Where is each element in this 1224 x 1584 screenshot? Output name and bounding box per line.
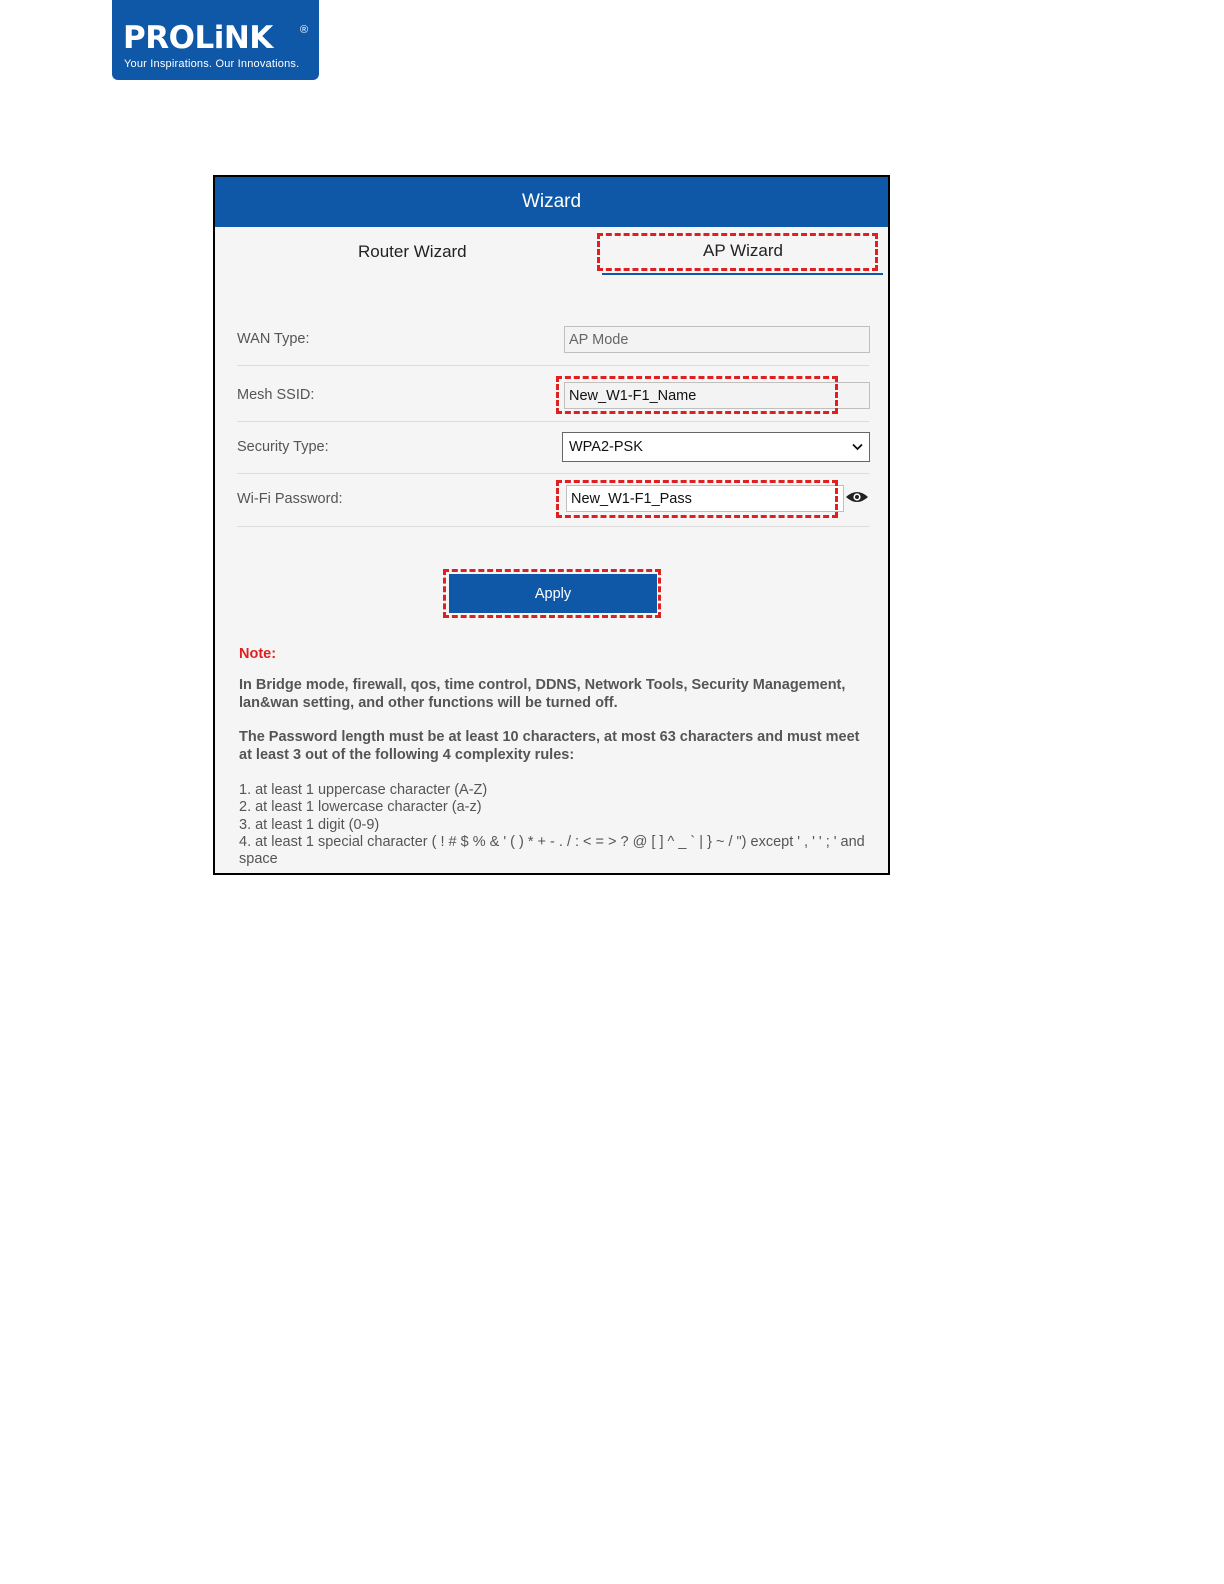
security-type-label: Security Type: bbox=[237, 439, 329, 455]
logo-tagline: Your Inspirations. Our Innovations. bbox=[124, 58, 300, 70]
divider bbox=[237, 421, 869, 422]
active-tab-indicator bbox=[602, 273, 883, 275]
mesh-ssid-input[interactable]: New_W1-F1_Name bbox=[564, 382, 870, 409]
wizard-title: Wizard bbox=[521, 191, 582, 212]
apply-button[interactable]: Apply bbox=[449, 574, 657, 613]
rule-item: 3. at least 1 digit (0-9) bbox=[239, 817, 380, 833]
rule-item: 1. at least 1 uppercase character (A-Z) bbox=[239, 782, 488, 798]
eye-icon[interactable] bbox=[845, 490, 869, 509]
logo-wordmark: PROLiNK bbox=[123, 20, 273, 56]
wan-type-field: AP Mode bbox=[564, 326, 870, 353]
note-bridge-text: In Bridge mode, firewall, qos, time control, DDNS, Network Tools, Security Management, lan&wan setting, and other functions will be turned off. bbox=[239, 677, 846, 711]
tab-router-wizard[interactable]: Router Wizard bbox=[358, 242, 467, 261]
wizard-panel bbox=[213, 175, 890, 875]
prolink-logo bbox=[112, 0, 319, 80]
security-type-value: WPA2-PSK bbox=[569, 439, 643, 455]
chevron-down-icon bbox=[852, 440, 863, 454]
wifi-password-input[interactable]: New_W1-F1_Pass bbox=[566, 485, 844, 512]
security-type-select[interactable] bbox=[562, 432, 870, 462]
divider bbox=[237, 473, 869, 474]
rule-item: 2. at least 1 lowercase character (a-z) bbox=[239, 799, 482, 815]
mesh-ssid-label: Mesh SSID: bbox=[237, 387, 315, 403]
logo-registered-mark: ® bbox=[300, 24, 309, 36]
wizard-header bbox=[215, 177, 888, 227]
divider bbox=[237, 526, 869, 527]
wan-type-label: WAN Type: bbox=[237, 331, 310, 347]
divider bbox=[237, 365, 869, 366]
wifi-password-label: Wi-Fi Password: bbox=[237, 491, 343, 507]
note-title: Note: bbox=[239, 646, 277, 662]
note-password-text: The Password length must be at least 10 characters, at most 63 characters and must meet at least 3 out of the following 4 complexity rules: bbox=[239, 729, 860, 763]
tab-ap-wizard[interactable]: AP Wizard bbox=[703, 241, 783, 260]
rule-item: 4. at least 1 special character ( ! # $ % & ' ( ) * + - . / : < = > ? @ [ ] ^ _ ` | } ~ / ") except ' , ' ' ; ' and space bbox=[239, 834, 865, 867]
